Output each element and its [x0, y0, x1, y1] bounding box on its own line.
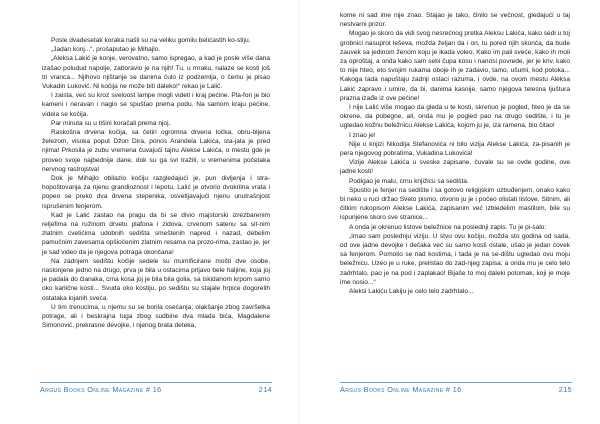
- magazine-name: Argus Books Online Magazine # 16: [40, 385, 162, 394]
- paragraph: Podigao je malu, crnu knjižicu sa sedišta.: [349, 177, 469, 185]
- paragraph: Par minuta su u tišini koračali prema njoj.: [51, 119, 171, 127]
- paragraph: Vizije Alekse Lakića u sveske zapisane, čuvale su se ovde godine, ove jadne kosti!: [340, 159, 570, 176]
- paragraph: Raskošna drvena kočija, sa četiri ogromna drvena točka, obru-bljena železom, visoka poput Džon Dira, ponos Arandela Lakića, sta-jala je pred njima! Prkosila je zubu vremena čuvajući tajnu Alekse Lakića, o mestu gde je proveo svoje najbednije dane, dok su ga svi tražili, u vremenima početaka nervnog rastrojstva!: [42, 129, 270, 173]
- magazine-name: Argus Books Online Magazine # 16: [340, 385, 462, 394]
- footer-rule: [40, 382, 272, 383]
- paragraph: „Aleksa Lakić je konje, verovatno, samo ispregao, a kad je posle više dana izašao poludud napolje, zaboravio je na njih! Tu, u mraku, nalaze se kosti još tri vranca... Njihovo njištanje se danima čulo iz podzemlja, o čemu je pisao Vukadin Luković. Ni kočija ne može biti daleko!“ rekao je Lalić.: [42, 55, 270, 91]
- paragraph: „Imao sam poslednju viziju. U stvu ovu kočiju, možda sto godina od sada, od ove jadne devojke i dečaka već su samo kosti ostale, ušao je jedan čovek sa fenjerom. Pomolio se nad kostima, i tada je na se-dištu ugledao ovu moju beležnicu. Uzeo je u ruke, prelistao do zad-njeg zapisa; a onda mu je celo telo zadrhtalo, pao je na pod i zaplakao! Bijaše to moj daleki potomak, koji je moje ime nosio...“: [340, 232, 570, 286]
- paragraph: I nije Lalić više mogao da gleda u te kosti, skrenuo je pogled, hteo je da se okrene, da pobegne, ali, onda mu je pogled pao na drugo sedište, i tu je ugledao kožnu beležnicu Alekse Lakića, kojom ju je, iza ramena, bio čitao!: [340, 104, 570, 130]
- paragraph: kome ni sad ime nije znao. Stajao je tako, činilo se večnost, gledajući u taj nestvarni prizor.: [340, 12, 570, 29]
- paragraph: Dok je Mihajlo obilazio kočiju razgledajući je, pun divljenja i stra-hopoštovanja za njenu grandioznost i lepotu, Lalić je otvorio dvokrilna vrata i popeo se preko dva drvena stepenika, osvetljavajući njenu unutrašnjost isprušenim fenjerom.: [42, 175, 270, 210]
- paragraph: Kad je Lalić zastao na pragu da bi se divio majstorski izrezbarenim reljefima na ružinom drvetu plafona i zidova, crvenom satenu sa sit-nim zlatnim cvetićima udobnih sedišta smeštenih napred i nazad, debelim pamučnim zavesama opšiočenim zlatnim resama na prozo-rima, zastao je, jer je sad video da je njegova potraga okončana!: [42, 211, 270, 256]
- paragraph: Spustio je fenjer na sedište i sa gotovo religijskim uzbuđenjem, onako kako bi neko u ruci držao Sveto pismo, otvorio ju je i počeo olistati listove. Sitnim, ali čitkim rukopisom Alekse Lakića, zapisanim već izbledelim mastilom, bile su ispunjene skoro sve stranice...: [340, 186, 570, 222]
- paragraph: A onda je okrenuo listove beležnice na poslednji zapis. Tu je pi-salo:: [349, 223, 547, 231]
- page-number: 215: [558, 385, 572, 394]
- paragraph: I zaista, već su kroz sveloost lampe mogli videti i kraj pećine. Pla-fon je bio kameni i neravan i naglo se spuštao prema podu. Na samom kraju pećine, videla se kočija.: [42, 92, 270, 118]
- paragraph: Nije u knjizi Nikodija Stefanovića ni bilo vizija Alekse Lakića, za-pisanih je pera njegovog pobratima, Vukadina Lukovića!: [340, 140, 570, 158]
- paragraph: „Jadan konj...“, prošaputao je Mihajlo.: [51, 46, 161, 54]
- paragraph: Aleksi Lakiću Lakiju je celo telo zadrhtalo...: [349, 288, 474, 296]
- paragraph: U tim trenucima, u njemu su se borila osećanja; olakšanje zbog završetka potrage, ali i beskrajna tuga zbog sudbine dva mlada bića, Magdalene Simonović, prekrasne devojke, i njenog brata deteka,: [42, 303, 270, 330]
- footer-rule: [340, 382, 572, 383]
- paragraph: Na zadnjem sedištu kočije sedele su mumificirane mošti dve osobe, naslonjene jedno na drugo, prva je bila u ostacima prljavo bele haljine, koja joj je padala do članaka, crna kosa joj je bila bila golia, sa iskidanom krpom samo oko karlične kosti... Svuda oko kostiju, po sedištu su stajale hrpice dogorelih ostataka lojanih sveća.: [42, 257, 270, 302]
- paragraph: Mogao je skoro da vidi svog nesrećnog pretka Aleksu Lakića, kako sedi u toj grobnici nasuprot leševa, možda željan da i on, tu pored njih skonča, da bude zauvek sa jedinom ženom koju je ikada voleo. Kako im pali sveće, kako ih moli za oproštaj, a onda kako sam sebi čupa kosu i nanosi povrede, jer je kriv, kako to nije hteo, eto svojim rukama oboje ih je zadavio, tamo, ušumi, kod potoka... Kakoga tada napuštaju zadnji ostaci razuma, i ovde, na ovom mestu Aleksa Lakić zapravo i umire, da bi, danima kasnije, samo njegova telesna ljuštura prazna izađe iz ove pećine!: [340, 30, 570, 102]
- right-page-text: [340, 11, 570, 296]
- page-number: 214: [258, 385, 272, 394]
- left-page-footer: [40, 382, 272, 396]
- paragraph: I znao je!: [349, 131, 376, 139]
- left-page-text: [42, 36, 270, 331]
- paragraph: Posle dvadesetak koraka našli su na veliku gomilu belićastih ko-stiju.: [51, 37, 251, 44]
- right-page: [300, 0, 600, 424]
- right-page-footer: [340, 382, 572, 396]
